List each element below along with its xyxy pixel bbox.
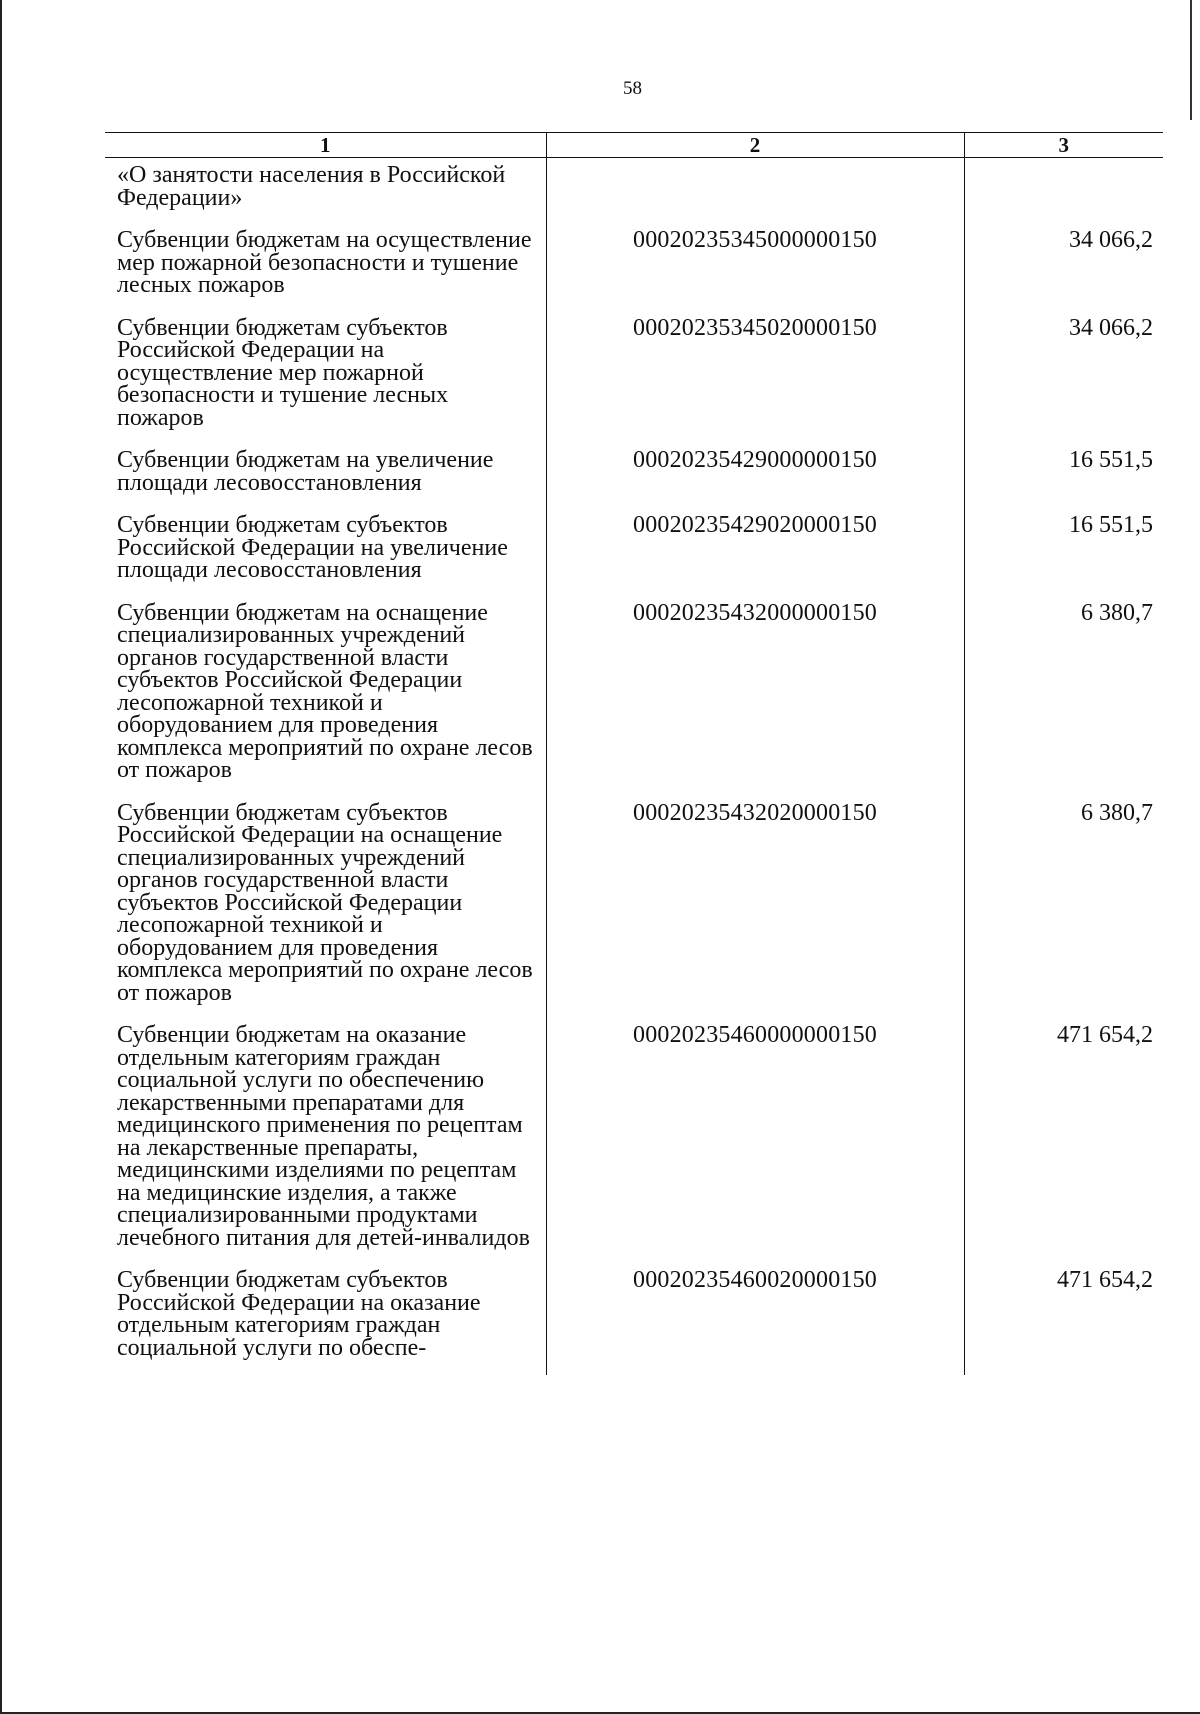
row-amount: 6 380,7 [964,792,1163,1015]
table-row [105,792,1163,1015]
row-amount: 471 654,2 [964,1259,1163,1375]
table-row [105,307,1163,440]
table-body [105,158,1163,1376]
row-amount: 34 066,2 [964,219,1163,307]
column-header-3: 3 [964,133,1163,158]
row-amount: 471 654,2 [964,1014,1163,1259]
row-name: Субвенции бюджетам субъектов Российской Федерации на оснащение специализированных учреждений органов государственной власти субъектов Российской Федерации лесопожарной техникой и оборудованием для проведения комплекса мероприятий по охране лесов от пожаров [117,799,533,1006]
row-code: 00020235432020000150 [546,792,964,1015]
table-row [105,219,1163,307]
row-code: 00020235429020000150 [546,504,964,592]
row-amount [964,158,1163,220]
row-amount: 34 066,2 [964,307,1163,440]
row-code: 00020235345020000150 [546,307,964,440]
page-edge-left [0,0,2,1714]
row-amount: 6 380,7 [964,592,1163,792]
row-code: 00020235432000000150 [546,592,964,792]
budget-table [105,132,1163,1375]
column-header-2: 2 [546,133,964,158]
row-amount: 16 551,5 [964,504,1163,592]
row-name: Субвенции бюджетам на оказание отдельным категориям граждан социальной услуги по обеспечению лекарственными препаратами для медицинского применения по рецептам на лекарственные препараты, медицинскими изделиями по рецептам на медицинские изделия, а также специализированными продуктами лечебного питания для детей-инвалидов [117,1022,530,1251]
row-name: Субвенции бюджетам субъектов Российской Федерации на увеличение площади лесовосстановления [117,512,508,583]
row-name: Субвенции бюджетам на увеличение площади лесовосстановления [117,447,494,496]
table-row [105,439,1163,504]
table-row [105,592,1163,792]
row-name: Субвенции бюджетам на осуществление мер пожарной безопасности и тушение лесных пожаров [117,227,532,298]
table-row [105,1014,1163,1259]
row-code: 00020235460020000150 [546,1259,964,1375]
page-edge-right [1190,0,1192,120]
row-code: 00020235460000000150 [546,1014,964,1259]
table-row [105,158,1163,220]
row-code: 00020235345000000150 [546,219,964,307]
row-name: Субвенции бюджетам субъектов Российской Федерации на осуществление мер пожарной безопасности и тушение лесных пожаров [117,314,449,431]
row-amount: 16 551,5 [964,439,1163,504]
table-row [105,1259,1163,1375]
column-header-1: 1 [105,133,546,158]
page-number: 58 [623,78,642,99]
row-name: «О занятости населения в Российской Федерации» [117,162,506,211]
table-row [105,504,1163,592]
row-code [546,158,964,220]
table-header [105,133,1163,158]
row-code: 00020235429000000150 [546,439,964,504]
row-name: Субвенции бюджетам субъектов Российской Федерации на оказание отдельным категориям граждан социальной услуги по обеспе- [117,1267,481,1361]
row-name: Субвенции бюджетам на оснащение специализированных учреждений органов государственной власти субъектов Российской Федерации лесопожарной техникой и оборудованием для проведения комплекса мероприятий по охране лесов от пожаров [117,599,533,783]
